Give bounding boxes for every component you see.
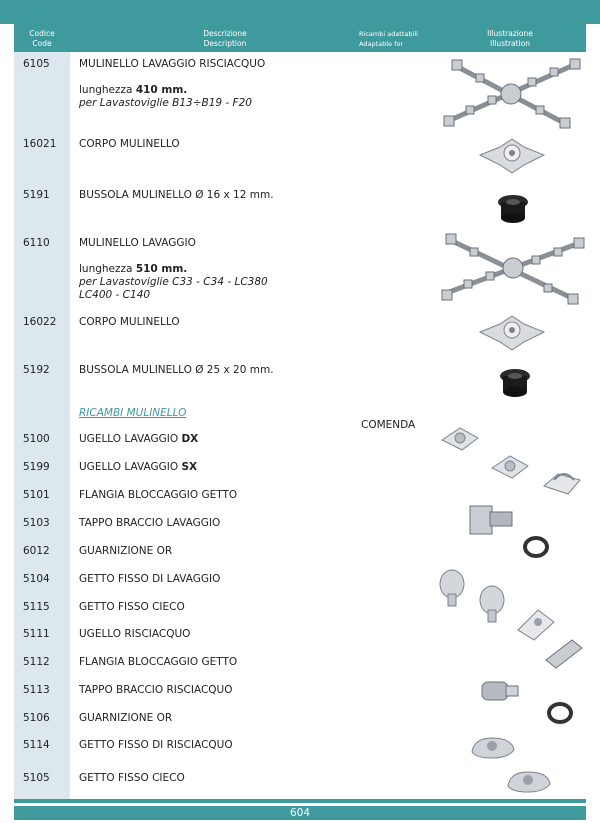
adaptable-brand: COMENDA xyxy=(361,419,416,431)
spray-arm-510-illustration xyxy=(436,230,588,310)
part-code: 5113 xyxy=(23,684,50,696)
part-description: FLANGIA BLOCCAGGIO GETTO xyxy=(79,656,238,668)
part-code: 5100 xyxy=(23,433,50,445)
arm-cap-illustration xyxy=(466,500,516,540)
part-description: GUARNIZIONE OR xyxy=(79,545,173,557)
fixed-wash-jet-illustration xyxy=(436,566,468,610)
rinse-flange-illustration xyxy=(542,634,586,672)
nozzle-sx-illustration xyxy=(488,452,532,482)
part-code: 5111 xyxy=(23,628,50,640)
bushing-25-illustration xyxy=(498,366,532,398)
section-title: RICAMBI MULINELLO xyxy=(79,407,187,419)
page-number: 604 xyxy=(14,806,586,820)
spray-arm-body-2-illustration xyxy=(474,310,550,356)
spray-arm-410-illustration xyxy=(436,54,586,134)
footer-rule xyxy=(14,799,586,803)
part-code: 5114 xyxy=(23,739,50,751)
part-code: 5199 xyxy=(23,461,50,473)
header-adaptable: Ricambi adattabili Adaptable for xyxy=(359,30,418,48)
part-description: CORPO MULINELLO xyxy=(79,316,180,328)
o-ring-2-illustration xyxy=(546,700,574,726)
rinse-arm-cap-illustration xyxy=(478,676,522,706)
part-code: 5191 xyxy=(23,189,50,201)
part-description: MULINELLO LAVAGGIO lunghezza 510 mm. per Lavastoviglie C33 - C34 - LC380 LC400 - C140 xyxy=(79,237,268,301)
part-code: 16022 xyxy=(23,316,57,328)
fixed-blind-rinse-jet-illustration xyxy=(504,764,554,796)
part-code: 6012 xyxy=(23,545,50,557)
part-description: BUSSOLA MULINELLO Ø 16 x 12 mm. xyxy=(79,189,274,201)
part-description: GETTO FISSO CIECO xyxy=(79,772,185,784)
spray-arm-body-illustration xyxy=(474,133,550,179)
part-code: 5103 xyxy=(23,517,50,529)
part-code: 5115 xyxy=(23,601,50,613)
bushing-16-illustration xyxy=(496,192,530,224)
part-code: 5106 xyxy=(23,712,50,724)
part-code: 16021 xyxy=(23,138,57,150)
part-description: TAPPO BRACCIO RISCIACQUO xyxy=(79,684,233,696)
part-description: UGELLO LAVAGGIO DX xyxy=(79,433,199,445)
part-code: 5192 xyxy=(23,364,50,376)
part-code: 5105 xyxy=(23,772,50,784)
part-description: TAPPO BRACCIO LAVAGGIO xyxy=(79,517,221,529)
part-description: GETTO FISSO CIECO xyxy=(79,601,185,613)
part-description: GETTO FISSO DI LAVAGGIO xyxy=(79,573,221,585)
part-description: UGELLO RISCIACQUO xyxy=(79,628,191,640)
fixed-blind-jet-illustration xyxy=(476,582,508,626)
top-band xyxy=(0,0,600,24)
nozzle-dx-illustration xyxy=(438,424,482,454)
part-code: 5104 xyxy=(23,573,50,585)
part-code: 5101 xyxy=(23,489,50,501)
o-ring-illustration xyxy=(522,534,550,560)
part-code: 5112 xyxy=(23,656,50,668)
fixed-rinse-jet-illustration xyxy=(468,730,518,762)
part-description: UGELLO LAVAGGIO SX xyxy=(79,461,198,473)
flange-illustration xyxy=(540,466,584,498)
header-description: Descrizione Description xyxy=(203,29,247,48)
header-illustration: Illustrazione Illustration xyxy=(487,29,533,48)
part-description: FLANGIA BLOCCAGGIO GETTO xyxy=(79,489,238,501)
part-description: GUARNIZIONE OR xyxy=(79,712,173,724)
part-description: CORPO MULINELLO xyxy=(79,138,180,150)
part-description: BUSSOLA MULINELLO Ø 25 x 20 mm. xyxy=(79,364,274,376)
part-description: GETTO FISSO DI RISCIACQUO xyxy=(79,739,233,751)
table-header xyxy=(14,24,586,52)
header-code: Codice Code xyxy=(29,29,55,48)
part-description: MULINELLO LAVAGGIO RISCIACQUO lunghezza 410 mm. per Lavastoviglie B13÷B19 - F20 xyxy=(79,58,266,109)
part-code: 6110 xyxy=(23,237,50,249)
part-code: 6105 xyxy=(23,58,50,70)
